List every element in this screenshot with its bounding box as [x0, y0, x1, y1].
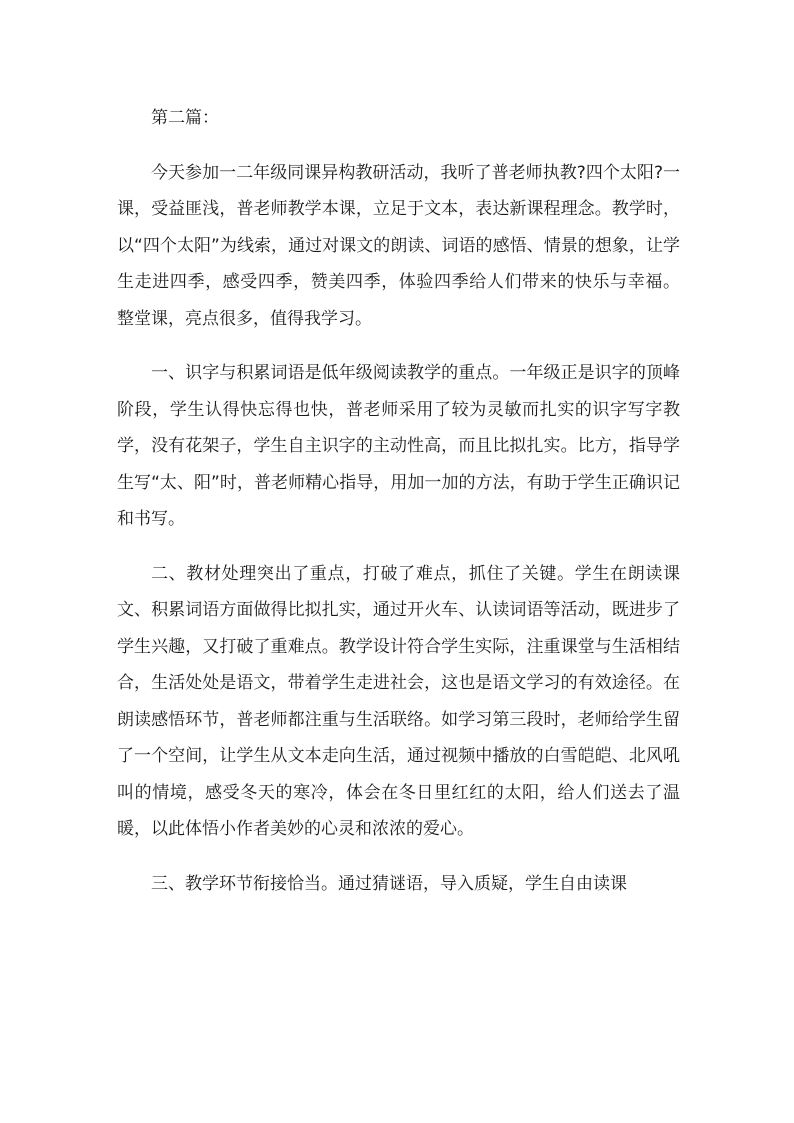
paragraph-point-two: 二、教材处理突出了重点，打破了难点，抓住了关键。学生在朗读课文、积累词语方面做得比拟扎实，通过开火车、认读词语等活动，既进步了学生兴趣，又打破了重难点。教学设计符合学生实际，注重课堂与生活相结合，生活处处是语文，带着学生走进社会，这也是语文学习的有效途径。在朗读感悟环节，普老师都注重与生活联络。如学习第三段时，老师给学生留了一个空间，让学生从文本走向生活，通过视频中播放的白雪皑皑、北风吼叫的情境，感受冬天的寒冷，体会在冬日里红红的太阳，给人们送去了温暖，以此体悟小作者美妙的心灵和浓浓的爱心。 [117, 563, 680, 839]
paragraph-point-three: 三、教学环节衔接恰当。通过猜谜语，导入质疑，学生自由读课 [151, 873, 627, 894]
section-heading: 第二篇： [151, 108, 219, 128]
paragraph-intro: 今天参加一二年级同课异构教研活动，我听了普老师执教?四个太阳?一课，受益匪浅，普老师教学本课，立足于文本，表达新课程理念。教学时，以“四个太阳”为线索，通过对课文的朗读、词语的感悟、情景的想象，让学生走进四季，感受四季，赞美四季，体验四季给人们带来的快乐与幸福。 整堂课，亮点很多，值得我学习。 [117, 162, 680, 329]
document-body [117, 100, 680, 920]
paragraph-point-one: 一、识字与积累词语是低年级阅读教学的重点。一年级正是识字的顶峰阶段，学生认得快忘得也快，普老师采用了较为灵敏而扎实的识字写字教学，没有花架子，学生自主识字的主动性高，而且比拟扎实。比方，指导学生写“太、阳”时，普老师精心指导，用加一加的方法，有助于学生正确识记和书写。 [117, 363, 680, 529]
